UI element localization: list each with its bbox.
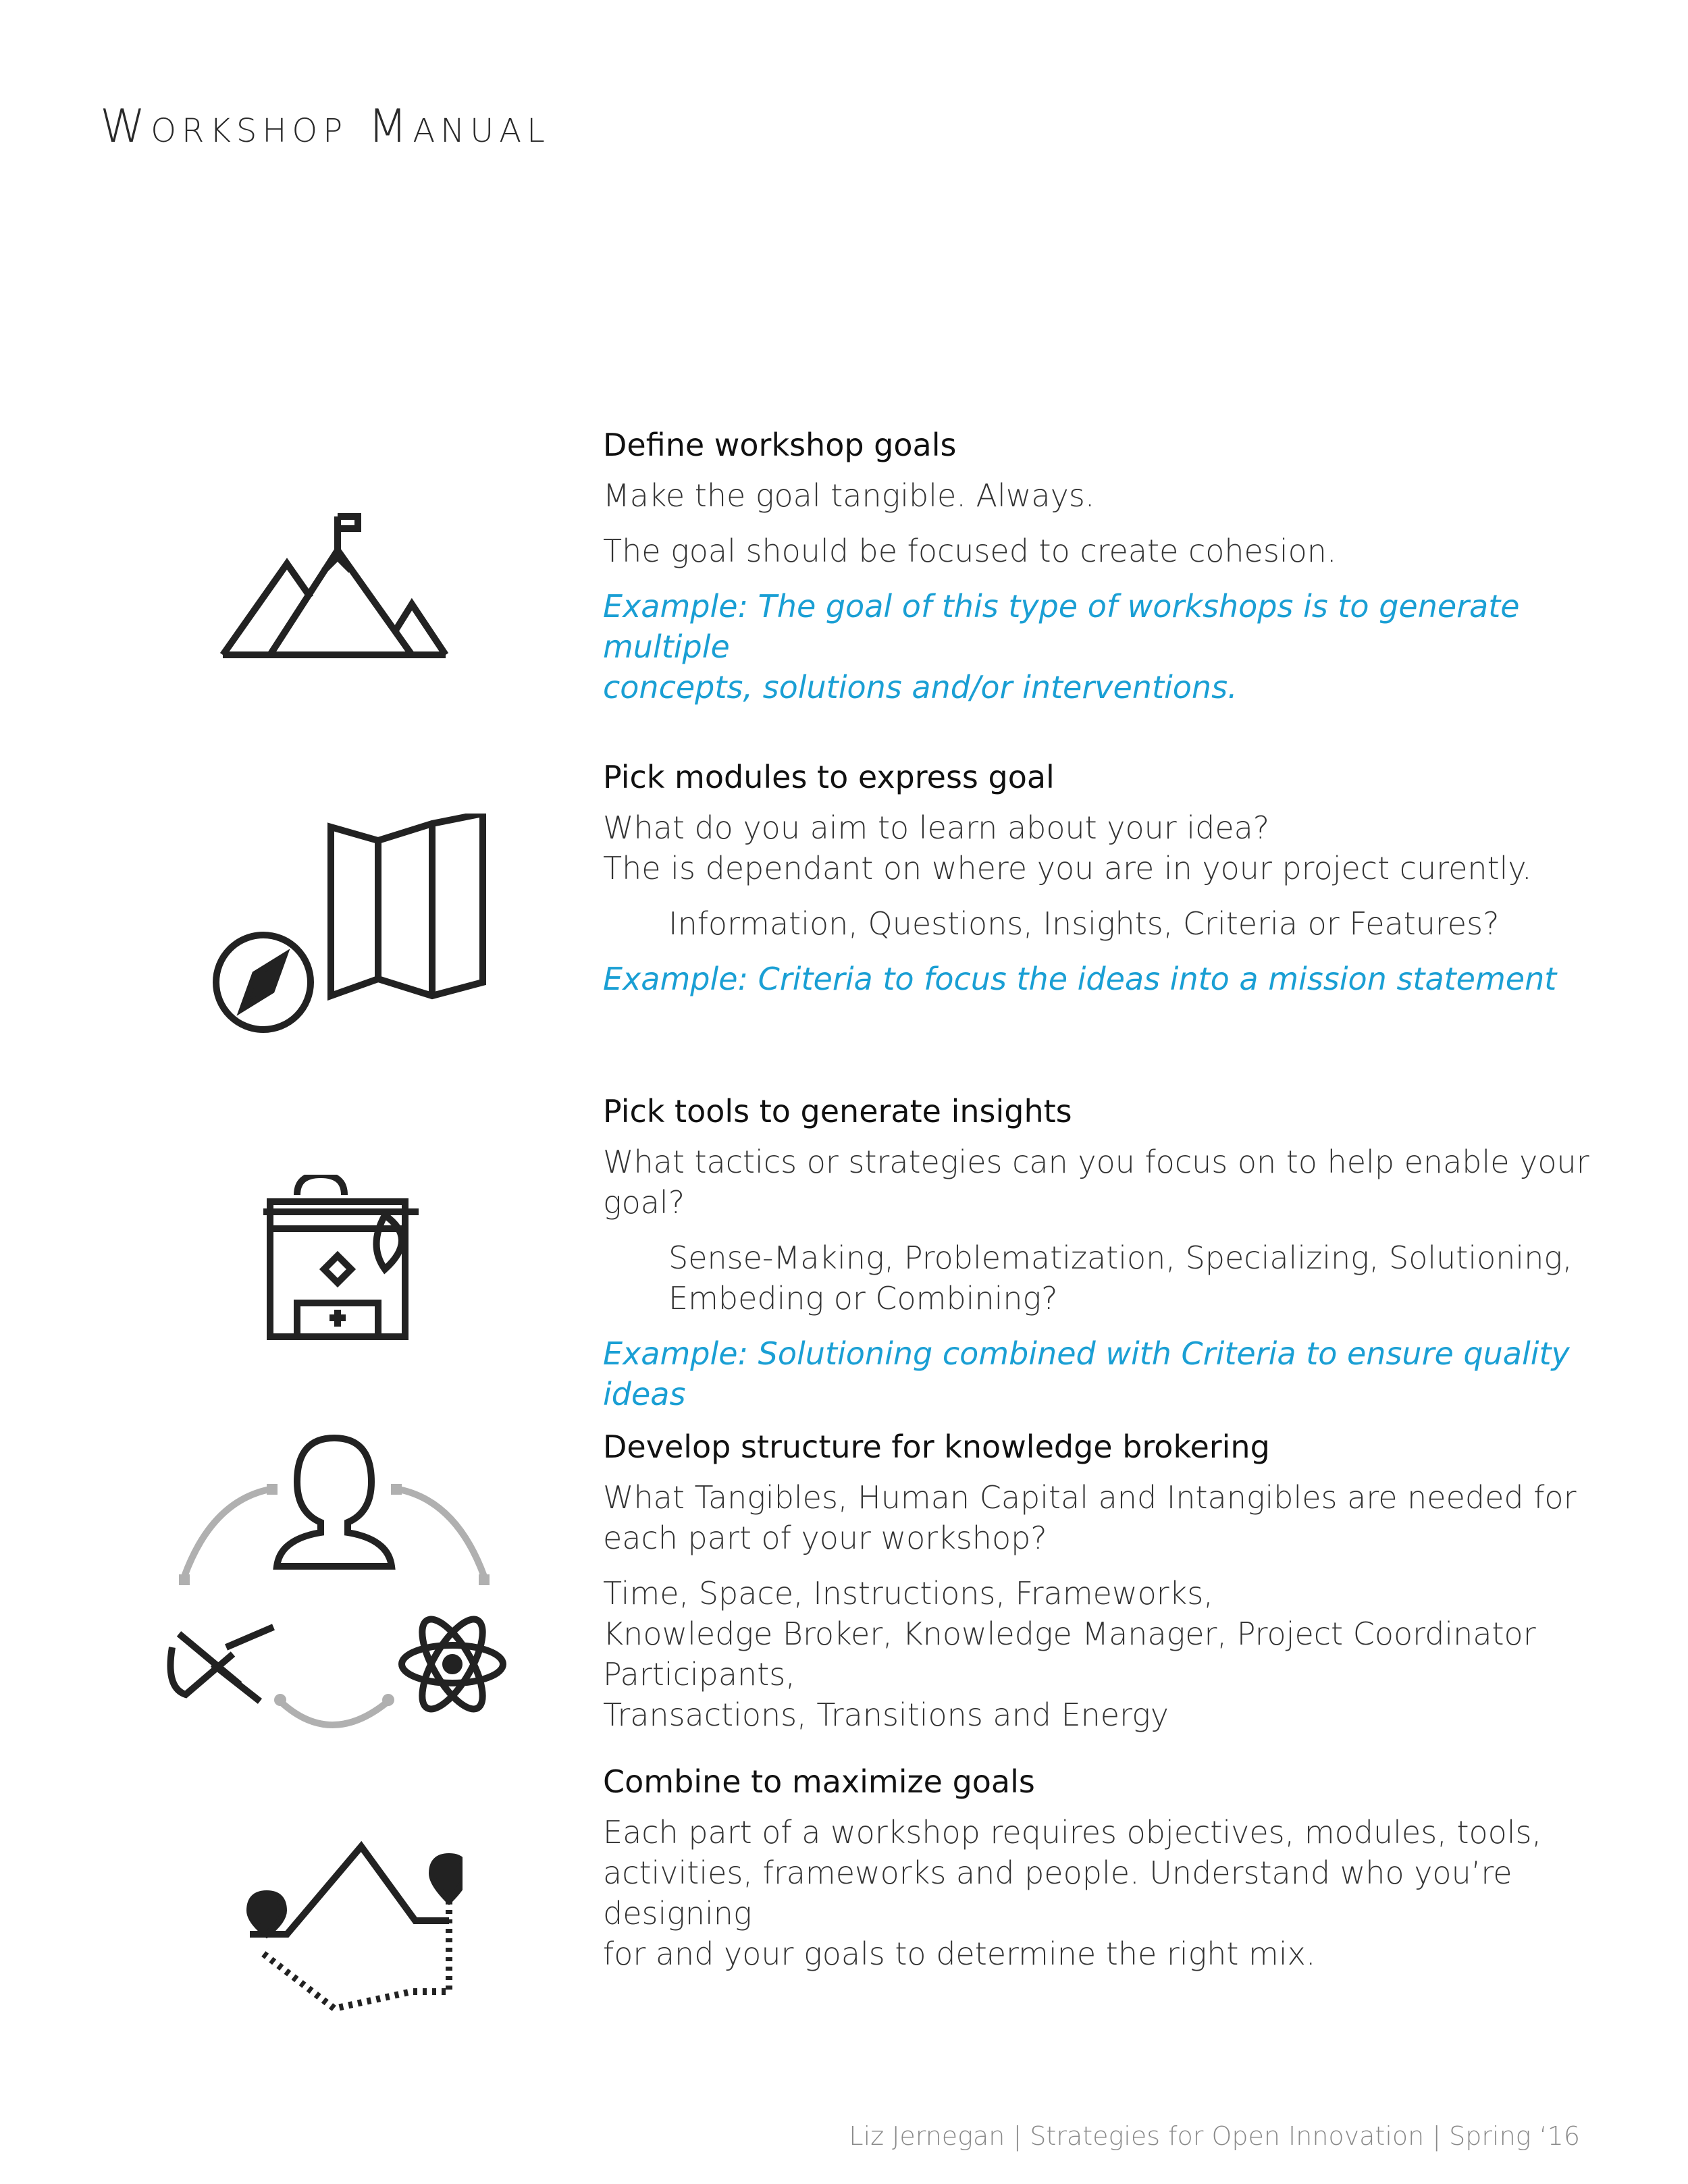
body-line: Knowledge Broker, Knowledge Manager, Project Coordinator Participants, bbox=[603, 1615, 1536, 1693]
section-pick-tools bbox=[603, 1092, 1629, 1414]
example-line: concepts, solutions and/or interventions. bbox=[603, 668, 1238, 705]
body-line: Time, Space, Instructions, Frameworks, bbox=[603, 1574, 1213, 1612]
body-line: activities, frameworks and people. Understand who you’re designing bbox=[603, 1854, 1512, 1932]
body-line: for and your goals to determine the right mix. bbox=[603, 1935, 1316, 1972]
body-line: What do you aim to learn about your idea? bbox=[603, 809, 1270, 846]
section-title: Combine to maximize goals bbox=[603, 1763, 1035, 1800]
section-title: Define workshop goals bbox=[603, 427, 957, 463]
page-footer: Liz Jernegan | Strategies for Open Innovation | Spring ‘16 bbox=[849, 2121, 1580, 2151]
section-title: Develop structure for knowledge brokering bbox=[603, 1429, 1270, 1465]
body-line: each part of your workshop? bbox=[603, 1519, 1047, 1556]
section-define-goals bbox=[603, 425, 1629, 708]
section-pick-modules bbox=[603, 757, 1629, 999]
route-pins-icon bbox=[233, 1833, 463, 2015]
body-line: The goal should be focused to create cohesion. bbox=[603, 532, 1337, 569]
body-line: Information, Questions, Insights, Criteria or Features? bbox=[668, 905, 1500, 942]
body-line: Embeding or Combining? bbox=[668, 1279, 1058, 1316]
section-combine-goals bbox=[603, 1762, 1629, 1974]
mountain-flag-icon bbox=[216, 510, 459, 665]
section-title: Pick tools to generate insights bbox=[603, 1093, 1072, 1129]
body-line: The is dependant on where you are in your project curently. bbox=[603, 849, 1532, 886]
example-line: Example: The goal of this type of workshops is to generate multiple bbox=[603, 587, 1520, 665]
section-title: Pick modules to express goal bbox=[603, 759, 1055, 795]
body-line: What Tangibles, Human Capital and Intangibles are needed for bbox=[603, 1479, 1577, 1516]
body-line: Each part of a workshop requires objectives, modules, tools, bbox=[603, 1813, 1542, 1850]
map-compass-icon bbox=[209, 814, 493, 1036]
body-line: Transactions, Transitions and Energy bbox=[603, 1696, 1169, 1733]
body-line: Sense-Making, Problematization, Specializing, Solutioning, bbox=[668, 1239, 1573, 1276]
example-text bbox=[603, 586, 1629, 708]
example-text: Example: Solutioning combined with Criteria to ensure quality ideas bbox=[603, 1335, 1570, 1412]
section-knowledge-brokering bbox=[603, 1427, 1629, 1735]
body-line: What tactics or strategies can you focus on to help enable your goal? bbox=[603, 1143, 1589, 1221]
example-text: Example: Criteria to focus the ideas into a mission statement bbox=[603, 960, 1557, 997]
knowledge-cycle-icon bbox=[159, 1431, 510, 1749]
body-line: Make the goal tangible. Always. bbox=[603, 477, 1095, 514]
page-title: Workshop Manual bbox=[100, 100, 550, 153]
backpack-tools-icon bbox=[257, 1175, 419, 1343]
